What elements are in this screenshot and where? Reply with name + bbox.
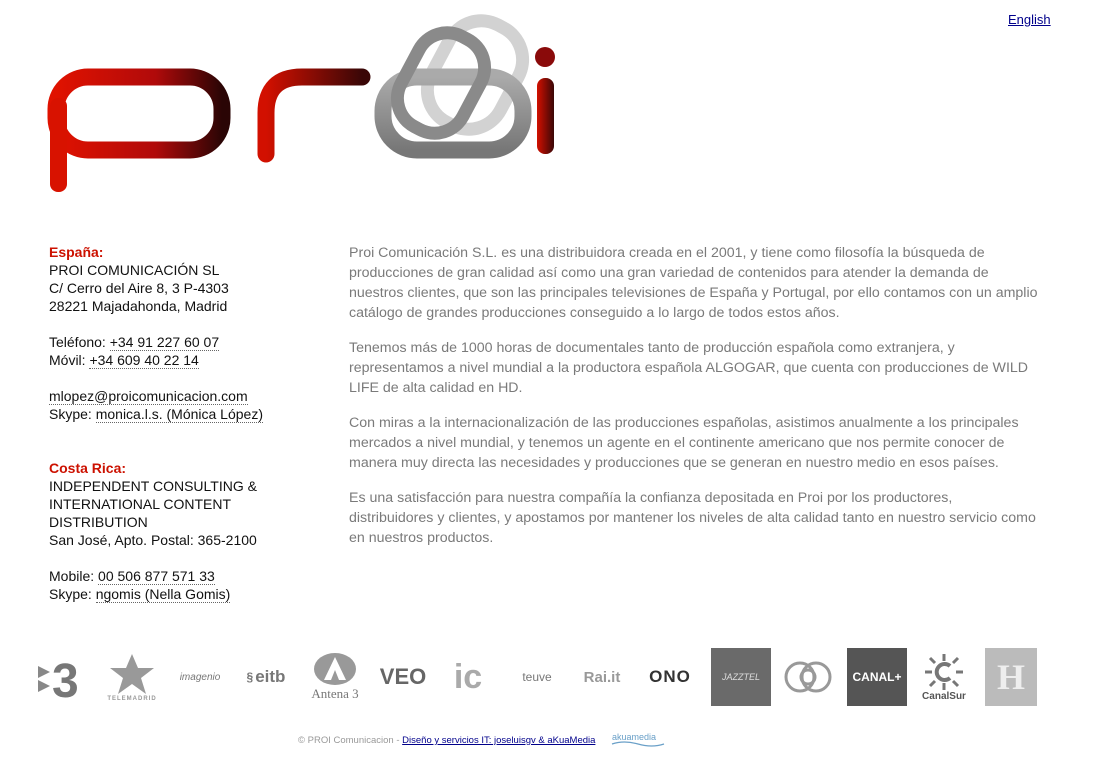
logo-letter-i bbox=[537, 78, 554, 154]
logo-letter-i-dot bbox=[535, 47, 555, 67]
language-link-english[interactable]: English bbox=[1008, 12, 1051, 27]
svg-text:akuamedia: akuamedia bbox=[612, 732, 657, 742]
imagenio-logo: imagenio bbox=[179, 671, 221, 683]
about-paragraph-2: Tenemos más de 1000 horas de documentales tanto de producción española como extranjera, y representamos a nivel mundial a la productora española ALGOGAR, que cuenta con producciones de WILD LIFE de alta calidad en HD. bbox=[349, 340, 1029, 396]
spain-company: PROI COMUNICACIÓN SL bbox=[49, 262, 220, 278]
spain-title: España: bbox=[49, 244, 104, 260]
antena3-logo: Antena 3 bbox=[304, 648, 366, 706]
ono-logo: ONO bbox=[649, 667, 691, 686]
client-logos bbox=[36, 648, 1046, 708]
costa-rica-company-line3: DISTRIBUTION bbox=[49, 514, 148, 530]
about-paragraph-4: Es una satisfacción para nuestra compañía la confianza depositada en Proi por los productores, distribuidores y clientes, y apostamos por mantener los niveles de alta calidad tanto en nuestro servicio como en nuestros productos. bbox=[349, 490, 1036, 546]
about-paragraph-3: Con miras a la internacionalización de las producciones españolas, asistimos anualmente a los principales mercados a nivel mundial, y tenemos un agente en el continente americano que nos permite conocer de manera muy directa las necesidades y producciones que se generan en nuestro medio en esos países. bbox=[349, 415, 1019, 471]
footer bbox=[298, 729, 666, 752]
spain-phone-row: Teléfono: +34 91 227 60 07 bbox=[49, 334, 220, 350]
costa-rica-company-line2: INTERNATIONAL CONTENT bbox=[49, 496, 232, 512]
costa-rica-company-line1: INDEPENDENT CONSULTING & bbox=[49, 478, 257, 494]
credits-link[interactable]: Diseño y servicios IT: joseluisgv & aKuaMedia bbox=[402, 735, 596, 747]
ic-logo: ic bbox=[453, 657, 483, 696]
telemadrid-logo: TELEMADRID bbox=[102, 648, 162, 706]
contact-section bbox=[49, 243, 329, 603]
costa-rica-skype-row: Skype: ngomis (Nella Gomis) bbox=[49, 586, 231, 602]
costa-rica-mobile-row: Mobile: 00 506 877 571 33 bbox=[49, 568, 215, 584]
costa-rica-title: Costa Rica: bbox=[49, 460, 127, 476]
canal-plus-logo: CANAL+ bbox=[847, 648, 907, 706]
costa-rica-skype-link[interactable]: ngomis (Nella Gomis) bbox=[95, 586, 231, 602]
spain-mobile-row: Móvil: +34 609 40 22 14 bbox=[49, 352, 199, 368]
rai-logo: Rai.it bbox=[583, 668, 621, 686]
akuamedia-logo[interactable] bbox=[610, 729, 666, 752]
spain-skype-row: Skype: monica.l.s. (Mónica López) bbox=[49, 406, 263, 422]
proi-logo bbox=[44, 8, 564, 198]
spain-skype-link[interactable]: monica.l.s. (Mónica López) bbox=[95, 406, 263, 422]
svg-text:3: 3 bbox=[52, 655, 79, 702]
spain-address-line1: C/ Cerro del Aire 8, 3 P-4303 bbox=[49, 280, 229, 296]
veo-logo: VEO bbox=[379, 664, 427, 689]
logo-letter-r bbox=[266, 77, 362, 154]
eitb-logo: § eitb bbox=[246, 667, 286, 686]
spain-email-row bbox=[49, 387, 329, 405]
about-section bbox=[349, 243, 1039, 563]
about-paragraph-1: Proi Comunicación S.L. es una distribuidora creada en el 2001, y tiene como filosofía la búsqueda de producciones de gran calidad así como una gran variedad de contenidos para atender la demanda de nuestros clientes, que son las principales televisiones de España y Portugal, por ello contamos con un amplio catálogo de grandes producciones conseguido a lo largo de todos estos años. bbox=[349, 245, 1038, 321]
spain-email-link[interactable]: mlopez@proicomunicacion.com bbox=[49, 388, 248, 404]
teuve-logo: teuve bbox=[522, 670, 552, 684]
copyright-text: © PROI Comunicacion - bbox=[298, 735, 403, 747]
spain-phone-link[interactable]: +34 91 227 60 07 bbox=[109, 334, 220, 350]
costa-rica-mobile-link[interactable]: 00 506 877 571 33 bbox=[98, 568, 215, 584]
spain-mobile-link[interactable]: +34 609 40 22 14 bbox=[89, 352, 199, 368]
rtp-logo bbox=[780, 648, 836, 706]
logo-letter-p bbox=[56, 77, 222, 150]
costa-rica-address: San José, Apto. Postal: 365-2100 bbox=[49, 532, 257, 548]
spain-address-line2: 28221 Majadahonda, Madrid bbox=[49, 298, 228, 314]
canal-sur-logo: CanalSur bbox=[914, 648, 974, 706]
history-logo: H bbox=[985, 648, 1037, 706]
tv3-logo bbox=[36, 648, 92, 706]
jazztel-logo: JAZZTEL bbox=[711, 648, 771, 706]
